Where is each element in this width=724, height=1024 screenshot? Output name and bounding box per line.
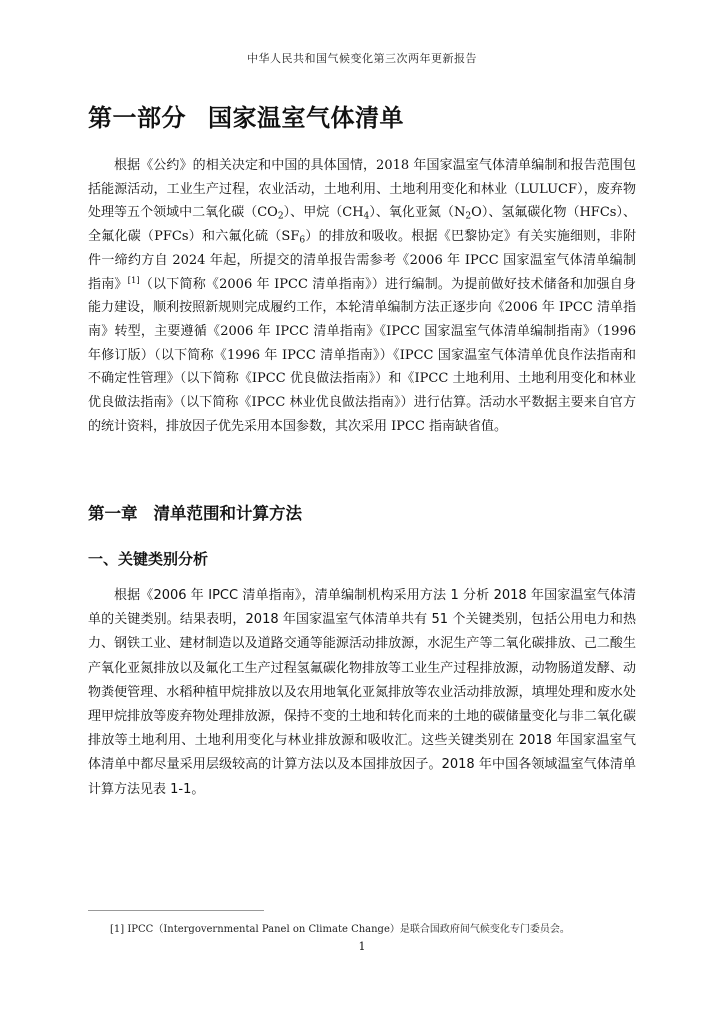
part-title bbox=[88, 98, 404, 133]
part-number: 第一部分 bbox=[88, 104, 186, 132]
footnote-divider bbox=[88, 910, 264, 911]
intro-text-3: ）、氧化亚氮（N bbox=[369, 205, 466, 221]
footnote: [1] IPCC（Intergovernmental Panel on Climate Change）是联合国政府间气候变化专门委员会。 bbox=[110, 924, 570, 935]
chapter-number: 第一章 bbox=[88, 504, 138, 523]
key-category-paragraph: 根据《2006 年 IPCC 清单指南》，清单编制机构采用方法 1 分析 2018 年国家温室气体清单的关键类别。结果表明，2018 年国家温室气体清单共有 51 个关键类别，包括公用电力和热力、钢铁工业、建材制造以及道路交通等能源活动排放源，水泥生产等二氧化碳排放、己二酸生产氧化亚氮排放以及氟化工生产过程氢氟碳化物排放等工业生产过程排放源，动物肠道发酵、动物粪便管理、水稻种植甲烷排放以及农用地氧化亚氮排放等农业活动排放源，填埋处理和废水处理甲烷排放等废弃物处理排放源，保持不变的土地和转化而来的土地的碳储量变化与非二氧化碳排放等土地利用、土地利用变化与林业排放源和吸收汇。这些关键类别在 2018 年国家温室气体清单中都尽量采用层级较高的计算方法以及本国排放因子。2018 年中国各领域温室气体清单计算方法见表 1-1。 bbox=[88, 588, 636, 797]
running-header: 中华人民共和国气候变化第三次两年更新报告 bbox=[247, 52, 477, 65]
n2o-subscript: 2 bbox=[465, 212, 472, 223]
intro-text-2: ）、甲烷（CH bbox=[283, 205, 364, 221]
intro-paragraph bbox=[88, 154, 636, 438]
ch4-subscript: 4 bbox=[363, 212, 370, 223]
intro-text-1: 根据《公约》的相关决定和中国的具体国情，2018 年国家温室气体清单编制和报告范围包括能源活动，工业生产过程，农业活动，土地利用、土地利用变化和林业（LULUCF），废弃物处理等五个领域中二氧化碳（CO bbox=[88, 158, 636, 221]
co2-subscript: 2 bbox=[277, 212, 284, 223]
intro-text-5: ）的排放和吸收。根据《巴黎协定》有关实施细则，非附件一缔约方自 2024 年起，所提交的清单报告需参考《2006 年 IPCC 国家温室气体清单编制指南》 bbox=[88, 229, 636, 292]
intro-text-6: （以下简称《2006 年 IPCC 清单指南》）进行编制。为提前做好技术储备和加强自身能力建设，顺利按照新规则完成履约工作，本轮清单编制方法正逐步向《2006 年 IPCC 清单指南》转型，主要遵循《2006 年 IPCC 清单指南》《IPCC 国家温室气体清单编制指南》（1996 年修订版）（以下简称《1996 年 IPCC 清单指南》）《IPCC 国家温室气体清单优良作法指南和不确定性管理》（以下简称《IPCC 优良做法指南》）和《IPCC 土地利用、土地利用变化和林业优良做法指南》（以下简称《IPCC 林业优良做法指南》）进行估算。活动水平数据主要来自官方的统计资料，排放因子优先采用本国参数，其次采用 IPCC 指南缺省值。 bbox=[88, 276, 636, 434]
sf6-subscript: 6 bbox=[299, 235, 306, 246]
section-title: 一、关键类别分析 bbox=[88, 550, 209, 568]
chapter-title bbox=[88, 500, 302, 524]
intro-text-4: O）、氢氟碳化物（HFCs）、全氟化碳（PFCs）和六氟化硫（SF bbox=[88, 205, 636, 245]
part-name: 国家温室气体清单 bbox=[208, 104, 404, 132]
footnote-reference[interactable]: [1] bbox=[127, 274, 140, 285]
page-number: 1 bbox=[358, 940, 366, 953]
chapter-name: 清单范围和计算方法 bbox=[153, 504, 302, 523]
